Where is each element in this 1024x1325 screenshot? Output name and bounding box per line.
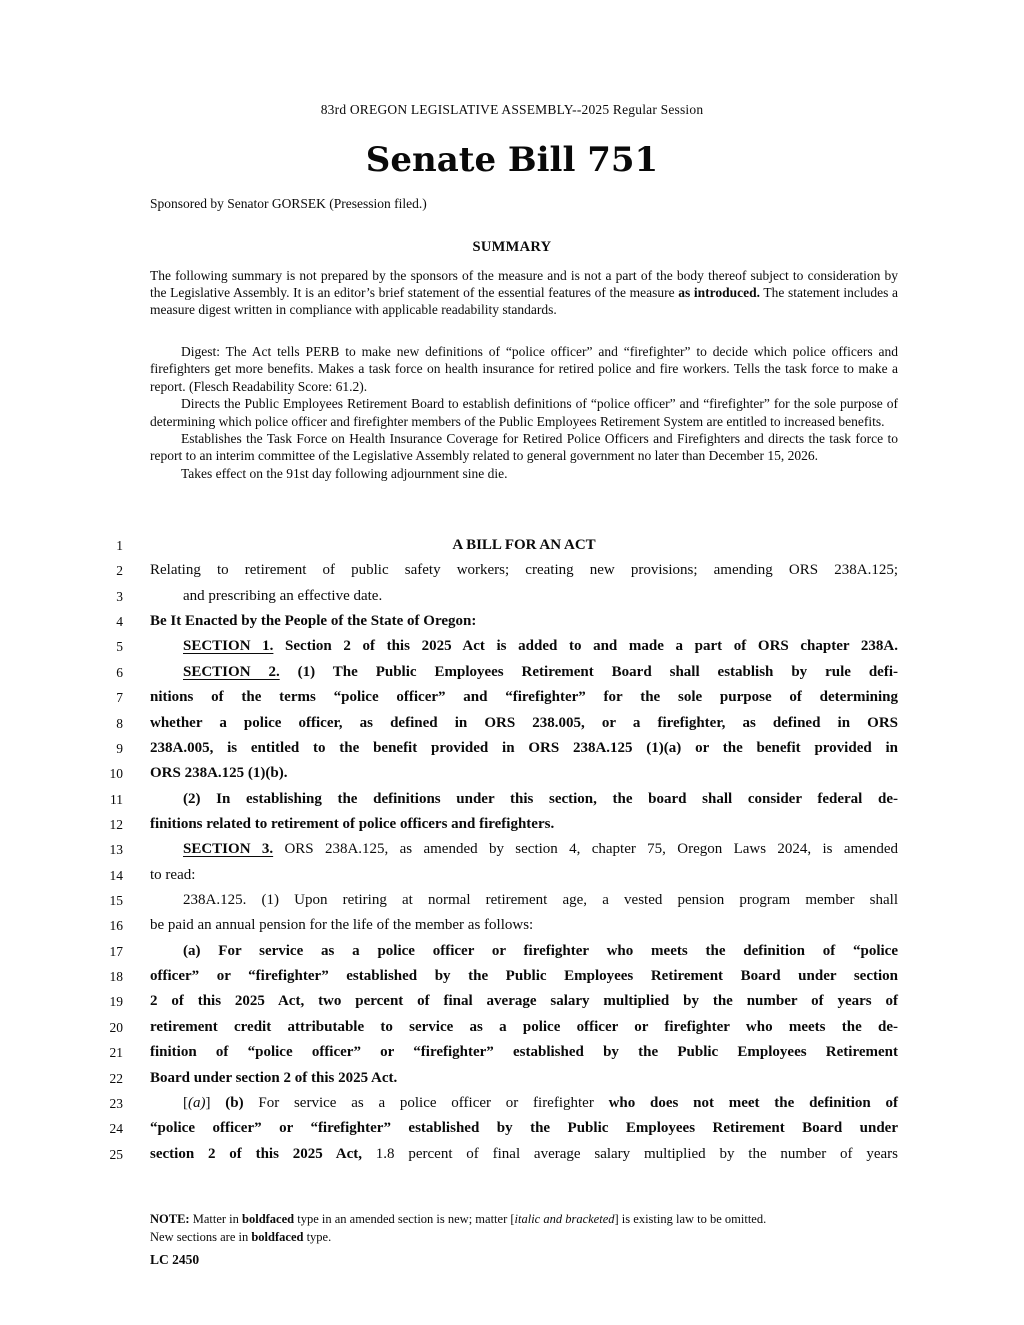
text-segment: ORS 238A.125 (1)(b). — [150, 765, 288, 782]
bill-line — [0, 913, 1024, 938]
bill-line — [0, 939, 1024, 964]
text-segment: and prescribing an effective date. — [183, 587, 383, 604]
text-segment: be paid an annual pension for the life of the member as follows: — [150, 917, 534, 934]
text-segment: SECTION 1. — [183, 638, 274, 655]
text-segment: to read: — [150, 866, 196, 883]
line-text — [150, 1040, 898, 1065]
text-segment: “police officer” or “firefighter” established by the Public Employees Retirement Board under — [150, 1120, 898, 1137]
bill-line — [0, 736, 1024, 761]
bill-title: Senate Bill 751 — [365, 140, 659, 180]
text-segment: ] is existing law to be omitted. — [614, 1212, 767, 1226]
text-segment: (1) The Public Employees Retirement Board shall establish by rule defi- — [279, 663, 898, 680]
bill-line — [0, 558, 1024, 583]
line-number: 11 — [110, 791, 123, 807]
bill-line — [0, 609, 1024, 634]
line-number: 12 — [109, 816, 123, 832]
line-text — [150, 888, 898, 913]
footer-note-line-1 — [150, 1211, 898, 1229]
line-text — [150, 584, 898, 609]
line-text — [150, 761, 898, 786]
line-text — [150, 1116, 898, 1141]
digest-paragraph: Establishes the Task Force on Health Insurance Coverage for Retired Police Officers and Firefighters and directs the task force to report to an interim committee of the Legislative Assembly related to general government no later than December 15, 2026. — [150, 431, 898, 464]
bill-line — [0, 989, 1024, 1014]
line-text — [150, 989, 898, 1014]
text-segment: (a) — [188, 1094, 206, 1111]
text-segment: For service as a police officer or firefighter — [243, 1094, 609, 1111]
line-number: 3 — [116, 588, 123, 604]
bill-line — [0, 761, 1024, 786]
line-text — [150, 533, 898, 558]
text-segment: nitions of the terms “police officer” and “firefighter” for the sole purpose of determining — [150, 689, 898, 706]
text-segment: (b) — [225, 1094, 244, 1111]
bill-line — [0, 812, 1024, 837]
bill-lines — [0, 533, 1024, 1167]
line-text — [150, 558, 898, 583]
text-segment: The following summary is not prepared by the sponsors of the measure and is not a part of the body thereof subject to consideration by the Legislative Assembly. It is an editor’s brief statement of the essential features of the measure — [150, 268, 898, 301]
text-segment: SECTION 2. — [183, 663, 280, 680]
line-text — [150, 787, 898, 812]
line-number: 23 — [109, 1095, 123, 1111]
line-text — [150, 837, 898, 862]
line-number: 8 — [116, 715, 123, 731]
line-number: 14 — [109, 867, 123, 883]
digest-paragraph: Digest: The Act tells PERB to make new definitions of “police officer” and “firefighter” to decide which police officers and firefighters get more benefits. Makes a task force on health insurance for retired police and fire workers. Tells the task force to make a report. (Flesch Readability Score: 61.2). — [150, 344, 898, 394]
bill-line — [0, 964, 1024, 989]
footer-note — [150, 1211, 898, 1246]
line-number: 6 — [116, 664, 123, 680]
text-segment: The statement includes a measure digest written in compliance with applicable readability standards. — [150, 285, 898, 318]
summary-digest — [150, 343, 898, 482]
text-segment: 2 of this 2025 Act, two percent of final average salary multiplied by the number of years of — [150, 993, 898, 1010]
line-text — [150, 964, 898, 989]
text-segment: 238A.125. (1) Upon retiring at normal retirement age, a vested pension program member shall — [183, 892, 898, 909]
footer-note-line-2 — [150, 1229, 898, 1247]
text-segment: Matter in — [189, 1212, 243, 1226]
text-segment: ORS 238A.125, as amended by section 4, chapter 75, Oregon Laws 2024, is amended — [273, 841, 898, 858]
line-number: 15 — [109, 893, 123, 909]
bill-line — [0, 1040, 1024, 1065]
digest-paragraph: Takes effect on the 91st day following adjournment sine die. — [181, 465, 508, 481]
line-text — [150, 1015, 898, 1040]
bill-line — [0, 533, 1024, 558]
bill-line — [0, 584, 1024, 609]
bill-line — [0, 1142, 1024, 1167]
line-number: 21 — [109, 1045, 123, 1061]
bill-line — [0, 837, 1024, 862]
text-segment: 1.8 percent of final average salary multiplied by the number of years — [361, 1145, 899, 1162]
bill-line — [0, 711, 1024, 736]
text-segment: officer” or “firefighter” established by the Public Employees Retirement Board under section — [150, 968, 898, 985]
text-segment: as introduced. — [678, 285, 760, 301]
text-segment: finition of “police officer” or “firefighter” established by the Public Employees Retirement — [150, 1044, 898, 1061]
bill-line — [0, 787, 1024, 812]
line-text — [150, 1066, 898, 1091]
line-number: 20 — [109, 1019, 123, 1035]
bill-line — [0, 685, 1024, 710]
bill-line — [0, 634, 1024, 659]
text-segment: boldfaced — [242, 1212, 295, 1226]
text-segment: italic and bracketed — [514, 1212, 615, 1226]
line-number: 4 — [116, 614, 123, 630]
text-segment: NOTE: — [150, 1212, 190, 1226]
bill-line — [0, 1015, 1024, 1040]
line-text — [150, 863, 898, 888]
summary-disclaimer — [150, 267, 898, 319]
line-text — [150, 711, 898, 736]
assembly-session-header: 83rd OREGON LEGISLATIVE ASSEMBLY--2025 Regular Session — [320, 102, 704, 117]
text-segment: finitions related to retirement of police officers and firefighters. — [150, 815, 555, 832]
line-text — [150, 685, 898, 710]
line-number: 25 — [109, 1146, 123, 1162]
line-text — [150, 736, 898, 761]
line-number: 7 — [116, 690, 123, 706]
text-segment: (2) In establishing the definitions under this section, the board shall consider federal de- — [183, 790, 898, 807]
line-number: 19 — [109, 994, 123, 1010]
line-text — [150, 1091, 898, 1116]
text-segment: A BILL FOR AN ACT — [452, 537, 596, 553]
line-number: 18 — [109, 969, 123, 985]
text-segment: [ — [183, 1094, 188, 1111]
text-segment: New sections are in — [150, 1229, 252, 1244]
text-segment: who does not meet the definition of — [608, 1094, 898, 1111]
bill-line — [0, 863, 1024, 888]
summary-heading: SUMMARY — [472, 239, 552, 255]
text-segment: type. — [303, 1229, 332, 1244]
text-segment: Board under section 2 of this 2025 Act. — [150, 1069, 398, 1086]
bill-line — [0, 888, 1024, 913]
line-number: 17 — [109, 943, 123, 959]
digest-paragraph: Directs the Public Employees Retirement Board to establish definitions of “police officer” and “firefighter” for the sole purpose of determining which police officer and firefighter members of the Public Employees Retirement System are entitled to increased benefits. — [150, 396, 898, 429]
line-number: 13 — [109, 842, 123, 858]
sponsor-line: Sponsored by Senator GORSEK (Presession filed.) — [150, 196, 427, 211]
text-segment: section 2 of this 2025 Act, — [150, 1145, 362, 1162]
text-segment: (a) For service as a police officer or firefighter who meets the definition of “police — [183, 942, 898, 959]
line-text — [150, 1142, 898, 1167]
line-number: 24 — [109, 1121, 123, 1137]
text-segment: type in an amended section is new; matter [ — [294, 1212, 515, 1226]
line-number: 2 — [116, 563, 123, 579]
line-text — [150, 660, 898, 685]
text-segment: Be It Enacted by the People of the State of Oregon: — [150, 613, 477, 630]
text-segment: SECTION 3. — [183, 841, 274, 858]
text-segment: 238A.005, is entitled to the benefit provided in ORS 238A.125 (1)(a) or the benefit provided in — [150, 739, 898, 756]
line-number: 16 — [109, 918, 123, 934]
text-segment: retirement credit attributable to service as a police officer or firefighter who meets the de- — [150, 1018, 898, 1035]
lc-number: LC 2450 — [150, 1252, 200, 1267]
line-text — [150, 609, 898, 634]
line-number: 1 — [116, 538, 123, 553]
line-number: 5 — [116, 639, 123, 655]
bill-line — [0, 1066, 1024, 1091]
bill-line — [0, 1091, 1024, 1116]
line-text — [150, 812, 898, 837]
bill-line — [0, 660, 1024, 685]
text-segment: whether a police officer, as defined in ORS 238.005, or a firefighter, as defined in ORS — [150, 714, 898, 731]
text-segment: boldfaced — [251, 1229, 304, 1244]
line-text — [150, 939, 898, 964]
line-number: 9 — [116, 740, 123, 756]
text-segment: ] — [205, 1094, 226, 1111]
line-text — [150, 913, 898, 938]
text-segment: Relating to retirement of public safety workers; creating new provisions; amending ORS 238A.125; — [150, 562, 898, 579]
line-number: 22 — [109, 1070, 123, 1086]
line-number: 10 — [109, 766, 123, 782]
line-text — [150, 634, 898, 659]
bill-line — [0, 1116, 1024, 1141]
text-segment: Section 2 of this 2025 Act is added to and made a part of ORS chapter 238A. — [273, 638, 898, 655]
